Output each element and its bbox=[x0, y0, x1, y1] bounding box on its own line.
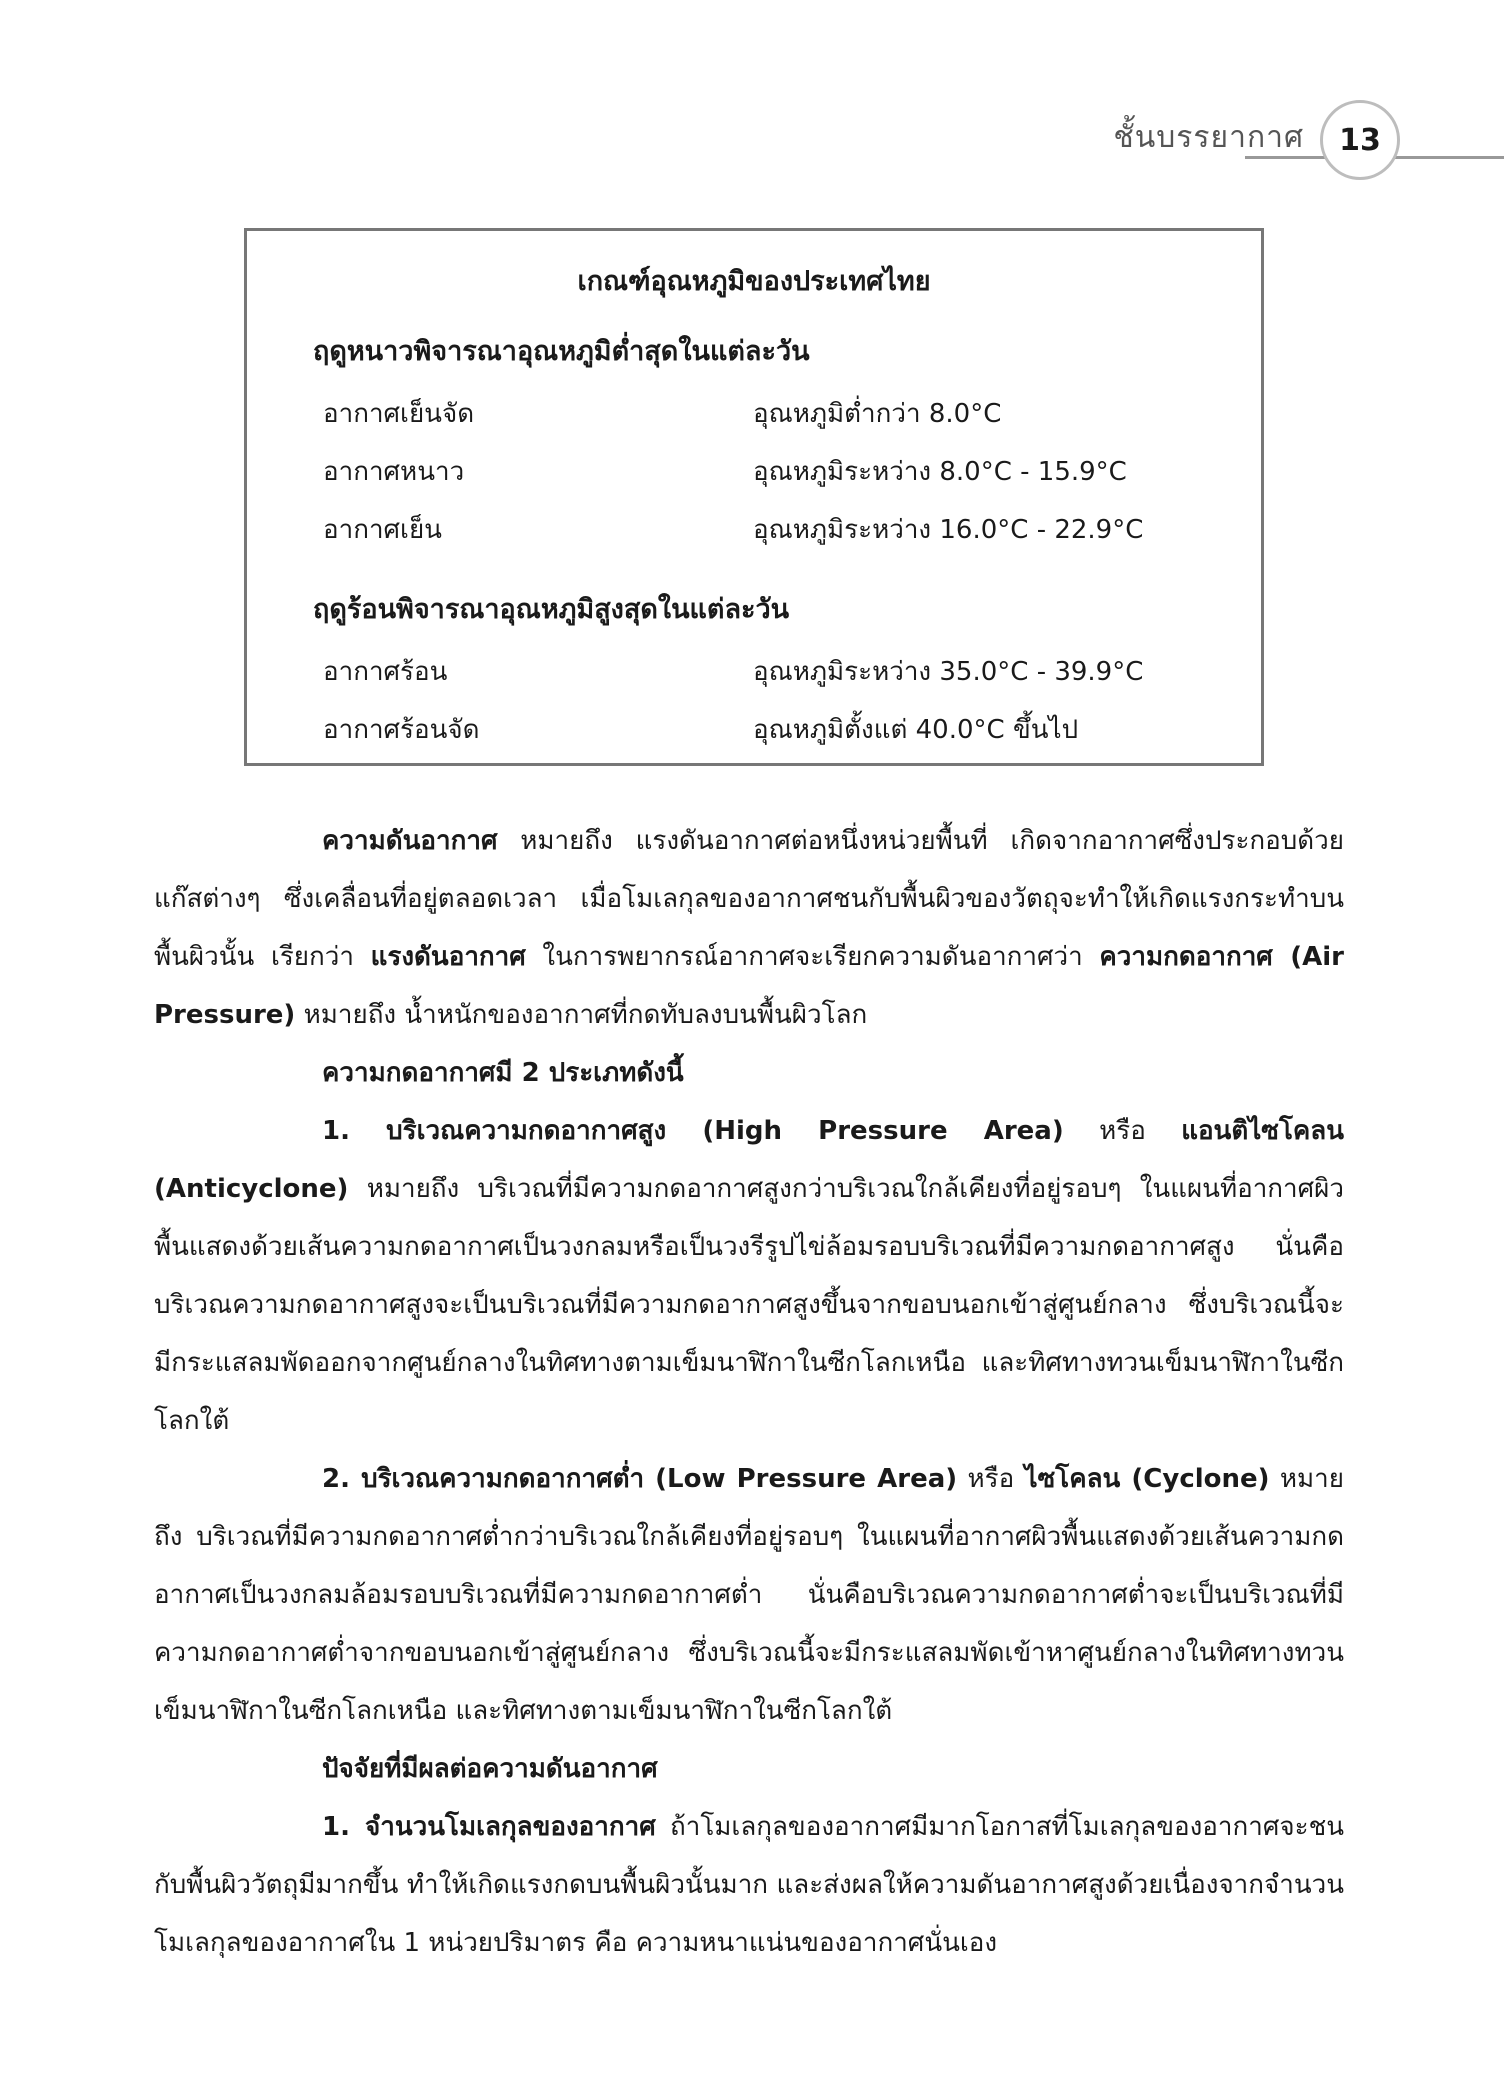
winter-heading: ฤดูหนาวพิจารณาอุณหภูมิต่ำสุดในแต่ละวัน bbox=[313, 336, 810, 367]
paragraph-text: หมายถึง น้ำหนักของอากาศที่กดทับลงบนพื้นผิวโลก bbox=[295, 1000, 868, 1030]
paragraph-air-pressure bbox=[154, 812, 1344, 1044]
factors-heading: ปัจจัยที่มีผลต่อความดันอากาศ bbox=[322, 1754, 658, 1784]
criteria-row bbox=[323, 393, 1231, 433]
paragraph-text: ถ้าโมเลกุลของอากาศมีมากโอกาสที่โมเลกุลของอากาศจะชนกับพื้นผิววัตถุมีมากขึ้น ทำให้เกิดแรงกดบนพื้นผิวนั้นมาก และส่งผลให้ความดันอากาศสูงด้วยเนื่องจากจำนวนโมเลกุลของอากาศใน 1 หน่วยปริมาตร คือ ความหนาแน่นของอากาศนั่นเอง bbox=[154, 1812, 1344, 1958]
page-number: 13 bbox=[1320, 100, 1400, 180]
criteria-label: อากาศหนาว bbox=[323, 457, 465, 487]
pressure-types-heading: ความกดอากาศมี 2 ประเภทดังนี้ bbox=[322, 1058, 684, 1088]
criteria-range: อุณหภูมิต่ำกว่า 8.0°C bbox=[753, 399, 1002, 429]
criteria-range: อุณหภูมิระหว่าง 16.0°C - 22.9°C bbox=[753, 515, 1144, 545]
section-title: ชั้นบรรยากาศ bbox=[1113, 120, 1304, 155]
criteria-row bbox=[323, 709, 1231, 749]
body-text bbox=[154, 812, 1344, 1972]
term: ความกดอากาศ (Air Pressure) bbox=[154, 942, 1344, 1030]
box-title: เกณฑ์อุณหภูมิของประเทศไทย bbox=[577, 266, 931, 297]
paragraph-text: หมายถึง บริเวณที่มีความกดอากาศสูงกว่าบริเวณใกล้เคียงที่อยู่รอบๆ ในแผนที่อากาศผิวพื้นแสดงด้วยเส้นความกดอากาศเป็นวงกลมหรือเป็นวงรีรูปไข่ล้อมรอบบริเวณที่มีความกดอากาศสูง นั่นคือบริเวณความกดอากาศสูงจะเป็นบริเวณที่มีความกดอากาศสูงขึ้นจากขอบนอกเข้าสู่ศูนย์กลาง ซึ่งบริเวณนี้จะมีกระแสลมพัดออกจากศูนย์กลางในทิศทางตามเข็มนาฬิกาในซีกโลกเหนือ และทิศทางทวนเข็มนาฬิกาในซีกโลกใต้ bbox=[154, 1174, 1344, 1436]
summer-heading: ฤดูร้อนพิจารณาอุณหภูมิสูงสุดในแต่ละวัน bbox=[313, 594, 790, 625]
criteria-row bbox=[323, 509, 1231, 549]
term: 2. บริเวณความกดอากาศต่ำ (Low Pressure Area) bbox=[322, 1464, 958, 1494]
term: แรงดันอากาศ bbox=[370, 942, 526, 972]
temperature-criteria-box bbox=[244, 228, 1264, 766]
criteria-range: อุณหภูมิตั้งแต่ 40.0°C ขึ้นไป bbox=[753, 715, 1079, 745]
paragraph-high-pressure bbox=[154, 1102, 1344, 1450]
term: ไซโคลน (Cyclone) bbox=[1024, 1464, 1270, 1494]
page-header bbox=[1040, 100, 1504, 170]
paragraph-text: ในการพยากรณ์อากาศจะเรียกความดันอากาศว่า bbox=[525, 942, 1100, 972]
paragraph-low-pressure bbox=[154, 1450, 1344, 1740]
criteria-row bbox=[323, 451, 1231, 491]
paragraph-factor-1 bbox=[154, 1798, 1344, 1972]
criteria-label: อากาศร้อนจัด bbox=[323, 715, 480, 745]
criteria-range: อุณหภูมิระหว่าง 35.0°C - 39.9°C bbox=[753, 657, 1144, 687]
term: 1. บริเวณความกดอากาศสูง (High Pressure Area) bbox=[322, 1116, 1064, 1146]
paragraph-text: หรือ bbox=[957, 1464, 1025, 1494]
term: แอนติไซโคลน (Anticyclone) bbox=[154, 1116, 1345, 1204]
criteria-label: อากาศเย็นจัด bbox=[323, 399, 475, 429]
term: ความดันอากาศ bbox=[322, 826, 498, 856]
criteria-range: อุณหภูมิระหว่าง 8.0°C - 15.9°C bbox=[753, 457, 1127, 487]
criteria-row bbox=[323, 651, 1231, 691]
paragraph-text: หมายถึง บริเวณที่มีความกดอากาศต่ำกว่าบริเวณใกล้เคียงที่อยู่รอบๆ ในแผนที่อากาศผิวพื้นแสดงด้วยเส้นความกดอากาศเป็นวงกลมล้อมรอบบริเวณที่มีความกดอากาศต่ำ นั่นคือบริเวณความกดอากาศต่ำจะเป็นบริเวณที่มีความกดอากาศต่ำจากขอบนอกเข้าสู่ศูนย์กลาง ซึ่งบริเวณนี้จะมีกระแสลมพัดเข้าหาศูนย์กลางในทิศทางทวนเข็มนาฬิกาในซีกโลกเหนือ และทิศทางตามเข็มนาฬิกาในซีกโลกใต้ bbox=[154, 1464, 1344, 1726]
term: 1. จำนวนโมเลกุลของอากาศ bbox=[322, 1812, 656, 1842]
criteria-label: อากาศเย็น bbox=[323, 515, 442, 545]
criteria-label: อากาศร้อน bbox=[323, 657, 448, 687]
paragraph-text: หมายถึง แรงดันอากาศต่อหนึ่งหน่วยพื้นที่ เกิดจากอากาศซึ่งประกอบด้วยแก๊สต่างๆ ซึ่งเคลื่อนที่อยู่ตลอดเวลา เมื่อโมเลกุลของอากาศชนกับพื้นผิวของวัตถุจะทำให้เกิดแรงกระทำบนพื้นผิวนั้น เรียกว่า bbox=[154, 826, 1344, 972]
paragraph-text: หรือ bbox=[1063, 1116, 1182, 1146]
